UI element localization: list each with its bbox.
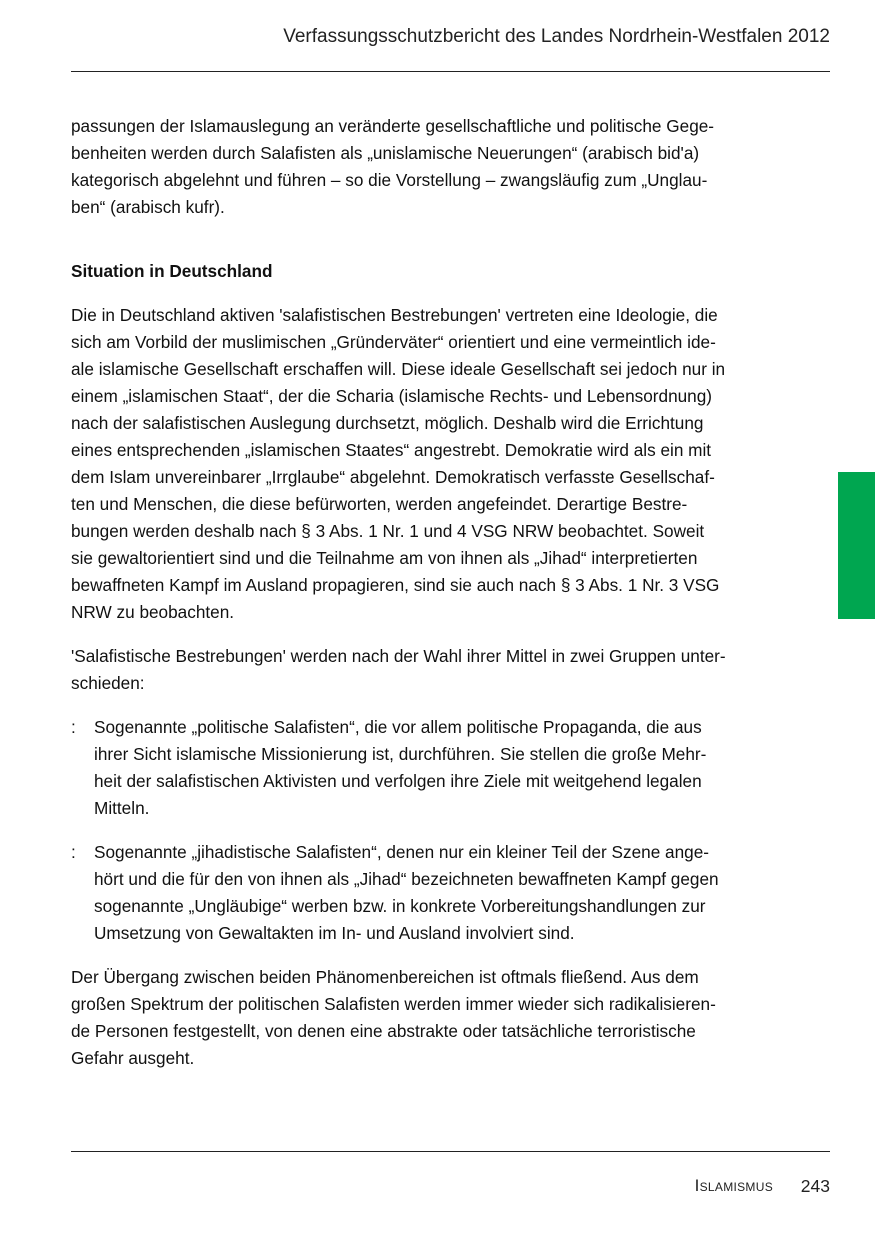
text-line: eines entsprechenden „islamischen Staates“ angestrebt. Demokratie wird als ein mit bbox=[71, 440, 712, 460]
bullet-marker: : bbox=[71, 717, 76, 737]
text-line: ale islamische Gesellschaft erschaffen will. Diese ideale Gesellschaft sei jedoch nur in bbox=[71, 359, 726, 379]
main-content bbox=[71, 113, 796, 1089]
text-line: bewaffneten Kampf im Ausland propagieren, sind sie auch nach § 3 Abs. 1 Nr. 3 VSG bbox=[71, 575, 720, 595]
text-line: Umsetzung von Gewaltakten im In- und Ausland involviert sind. bbox=[94, 923, 575, 943]
text-line: schieden: bbox=[71, 673, 145, 693]
text-line: benheiten werden durch Salafisten als „unislamische Neuerungen“ (arabisch bid'a) bbox=[71, 143, 700, 163]
page-number: 243 bbox=[800, 1176, 830, 1196]
transition-paragraph bbox=[71, 964, 796, 1072]
situation-paragraph bbox=[71, 302, 796, 626]
footer-section-label: Islamismus bbox=[694, 1176, 773, 1195]
section-heading: Situation in Deutschland bbox=[71, 261, 273, 281]
text-line: ten und Menschen, die diese befürworten, werden angefeindet. Derartige Bestre- bbox=[71, 494, 688, 514]
text-line: ihrer Sicht islamische Missionierung ist, durchführen. Sie stellen die große Mehr- bbox=[94, 744, 707, 764]
text-line: Gefahr ausgeht. bbox=[71, 1048, 195, 1068]
list-item-political-salafists bbox=[71, 714, 796, 822]
list-item-jihadist-salafists bbox=[71, 839, 796, 947]
text-line: einem „islamischen Staat“, der die Scharia (islamische Rechts- und Lebensordnung) bbox=[71, 386, 713, 406]
text-line: Sogenannte „politische Salafisten“, die vor allem politische Propaganda, die aus bbox=[94, 717, 702, 737]
text-line: hört und die für den von ihnen als „Jihad“ bezeichneten bewaffneten Kampf gegen bbox=[94, 869, 719, 889]
text-line: sich am Vorbild der muslimischen „Gründerväter“ orientiert und eine vermeintlich ide- bbox=[71, 332, 716, 352]
chapter-tab-marker bbox=[838, 472, 875, 619]
text-line: NRW zu beobachten. bbox=[71, 602, 235, 622]
text-line: Der Übergang zwischen beiden Phänomenbereichen ist oftmals fließend. Aus dem bbox=[71, 967, 699, 987]
bullet-marker: : bbox=[71, 842, 76, 862]
text-line: Sogenannte „jihadistische Salafisten“, denen nur ein kleiner Teil der Szene ange- bbox=[94, 842, 710, 862]
groups-intro-paragraph bbox=[71, 643, 796, 697]
header-divider bbox=[71, 71, 830, 72]
text-line: dem Islam unvereinbarer „Irrglaube“ abgelehnt. Demokratisch verfasste Gesellschaf- bbox=[71, 467, 715, 487]
intro-paragraph bbox=[71, 113, 796, 221]
page-header-title: Verfassungsschutzbericht des Landes Nordrhein-Westfalen 2012 bbox=[283, 26, 830, 47]
text-line: nach der salafistischen Auslegung durchsetzt, möglich. Deshalb wird die Errichtung bbox=[71, 413, 704, 433]
text-line: bungen werden deshalb nach § 3 Abs. 1 Nr. 1 und 4 VSG NRW beobachtet. Soweit bbox=[71, 521, 705, 541]
text-line: de Personen festgestellt, von denen eine abstrakte oder tatsächliche terroristische bbox=[71, 1021, 696, 1041]
text-line: sie gewaltorientiert sind und die Teilnahme am von ihnen als „Jihad“ interpretierten bbox=[71, 548, 698, 568]
text-line: kategorisch abgelehnt und führen – so die Vorstellung – zwangsläufig zum „Unglau- bbox=[71, 170, 708, 190]
text-line: heit der salafistischen Aktivisten und verfolgen ihre Ziele mit weitgehend legalen bbox=[94, 771, 702, 791]
text-line: 'Salafistische Bestrebungen' werden nach der Wahl ihrer Mittel in zwei Gruppen unter- bbox=[71, 646, 726, 666]
text-line: großen Spektrum der politischen Salafisten werden immer wieder sich radikalisieren- bbox=[71, 994, 716, 1014]
text-line: sogenannte „Ungläubige“ werben bzw. in konkrete Vorbereitungshandlungen zur bbox=[94, 896, 706, 916]
footer-divider bbox=[71, 1151, 830, 1152]
text-line: Die in Deutschland aktiven 'salafistischen Bestrebungen' vertreten eine Ideologie, die bbox=[71, 305, 718, 325]
text-line: Mitteln. bbox=[94, 798, 150, 818]
text-line: passungen der Islamauslegung an veränderte gesellschaftliche und politische Gege- bbox=[71, 116, 715, 136]
text-line: ben“ (arabisch kufr). bbox=[71, 197, 225, 217]
